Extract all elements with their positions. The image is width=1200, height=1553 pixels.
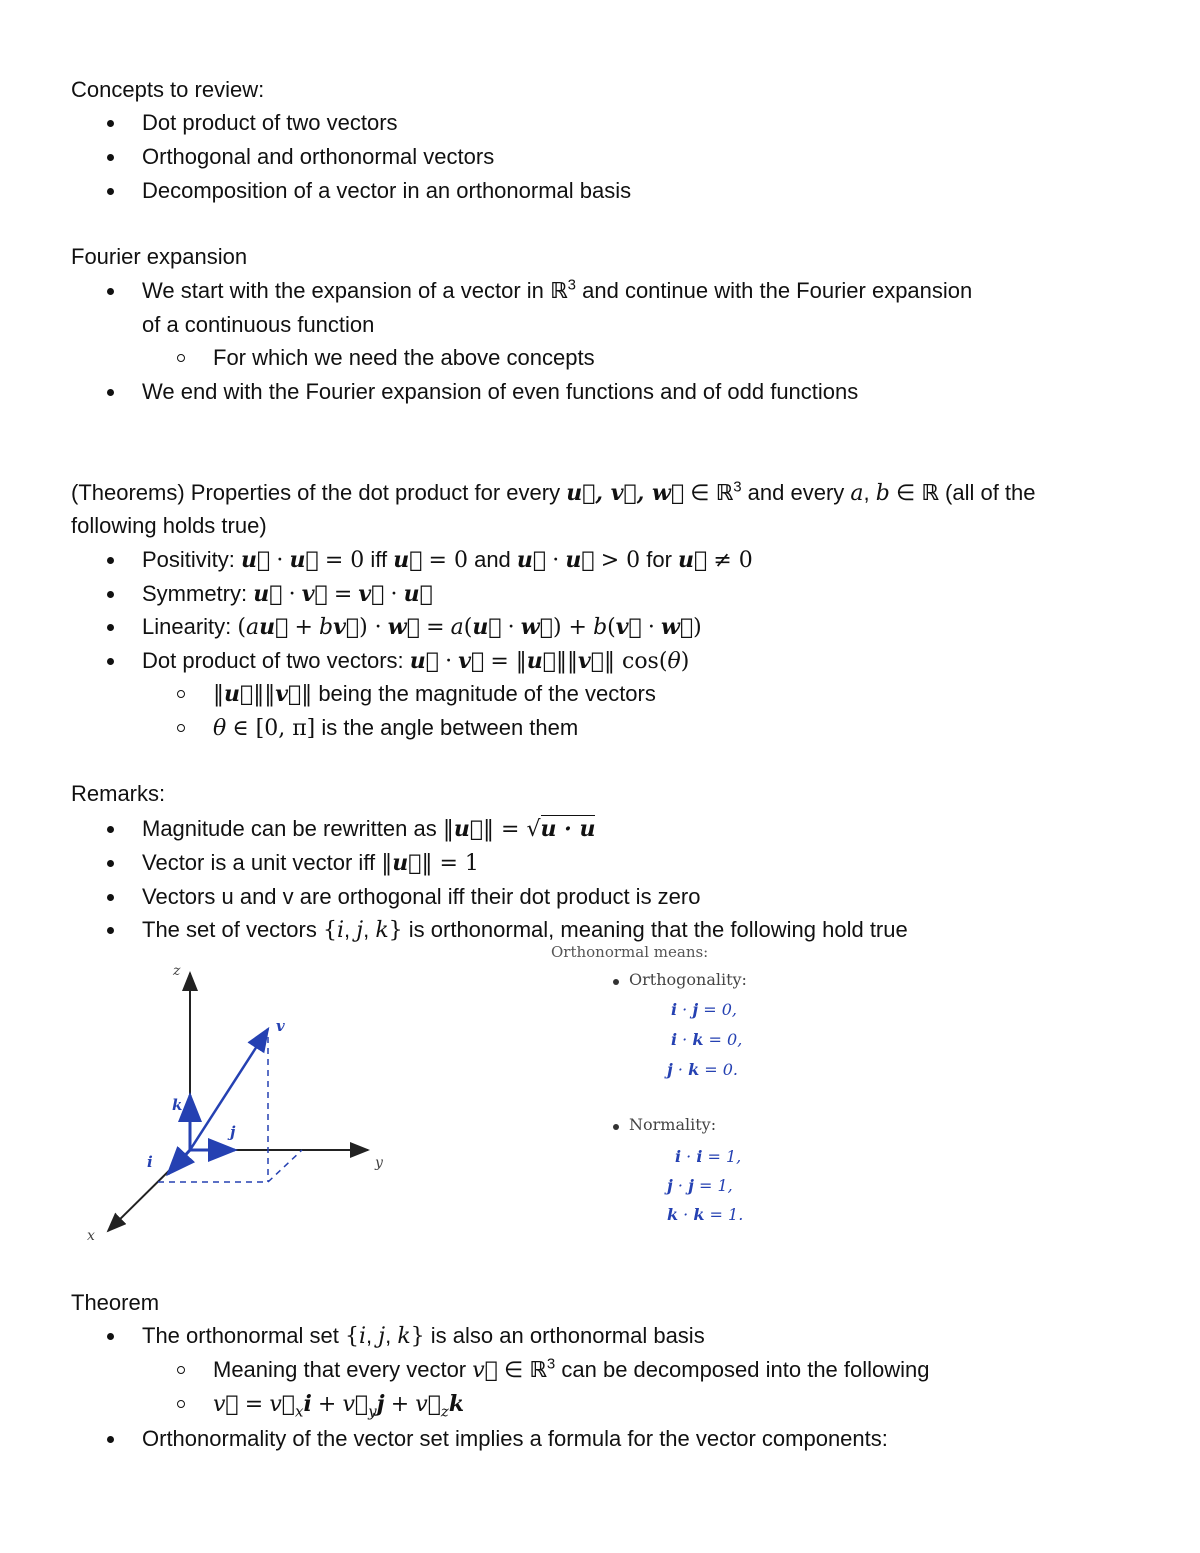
axis-z-label: z: [173, 963, 181, 979]
bullet-icon: [613, 979, 619, 985]
document-page: Concepts to review: Dot product of two vectors Orthogonal and orthonormal vectors Decomposition of a vector in an orthonormal basis Fourier expansion We start with the expansion of a vector in ℝ$^3$ and continue with the Fourier expansion of a continuous function For which we need the above concepts We end with the Fourier expansion of even functions and of odd functions (Theorems) Properties of the dot product for every u⃗, v⃗, w⃗ ∈ ℝ$^3$ and every a, b ∈ ℝ (all of the following holds true) Positivity: u⃗ · u⃗ = 0 iff u⃗ = 0 and u⃗ · u⃗ > 0 for u⃗ ≠ 0 Symmetry: u⃗ · v⃗ = v⃗ · u⃗ Linearity: (au⃗ + bv⃗) · w⃗ = a(u⃗ · w⃗) + b(v⃗ · w⃗) Dot product of two vectors: u⃗ · v⃗ = ‖u⃗‖‖v⃗‖ cos(θ) ‖u⃗‖‖v⃗‖ being the magnitude of the vectors θ ∈ [0, π] is the angle between them Remarks: Magnitude can be rewritten as ‖u⃗‖ = √u · u Vector is a unit vector iff ‖u⃗‖ = 1 Vectors u and v are orthogonal iff their dot product is zero The set of vectors {i, j, k} is orthonormal, meaning that the following hold true z y x v k j i Orthonormal means: Orthogonality: i · j = 0, i · k = 0, j · k = 0. Normality: i · i = 1, j · j = 1, k · k = 1. Theorem The orthonormal set {i, j, k} is also an orthonormal basis Meaning that every vector v⃗ ∈ ℝ$^3$ can be decomposed into the following v⃗ = $v⃗_xi$ + $v⃗_yj$ + $v⃗_zk$ Orthonormality of the vector set implies a formula for the vector components:: [71, 77, 1036, 1451]
vector-v-label: v: [276, 1017, 285, 1035]
remarks-heading: Remarks:: [71, 781, 166, 806]
equation: j · j = 1,: [667, 1176, 733, 1195]
theorems-heading-line2: following holds true): [71, 513, 267, 538]
projection-y: [268, 1150, 302, 1182]
axis-x-label: x: [87, 1228, 95, 1244]
vector-v: [190, 1029, 268, 1150]
vector-3d-figure: [70, 955, 410, 1255]
theorem-heading: Theorem: [71, 1290, 160, 1315]
panel-header: Orthonormal means:: [551, 943, 709, 961]
axis-y-label: y: [375, 1155, 383, 1171]
equation: i · k = 0,: [671, 1030, 743, 1049]
orthogonality-label: Orthogonality:: [629, 970, 747, 989]
vector-i: [168, 1150, 190, 1174]
concepts-heading: Concepts to review:: [71, 77, 265, 102]
normality-label: Normality:: [629, 1115, 717, 1134]
vector-i-label: i: [147, 1153, 153, 1171]
fourier-heading: Fourier expansion: [71, 244, 248, 269]
equation: i · i = 1,: [675, 1147, 742, 1166]
equation: k · k = 1.: [667, 1205, 744, 1224]
orthonormal-panel: [551, 943, 811, 1233]
theorems-heading: (Theorems) Properties of the dot product for every u⃗, v⃗, w⃗ ∈ ℝ$^3$ and every a, b ∈ ℝ (all of the: [71, 478, 1036, 506]
equation: j · k = 0.: [667, 1060, 738, 1079]
vector-k-label: k: [172, 1096, 183, 1114]
equation: i · j = 0,: [671, 1000, 737, 1019]
bullet-icon: [613, 1124, 619, 1130]
vector-j-label: j: [230, 1123, 236, 1141]
